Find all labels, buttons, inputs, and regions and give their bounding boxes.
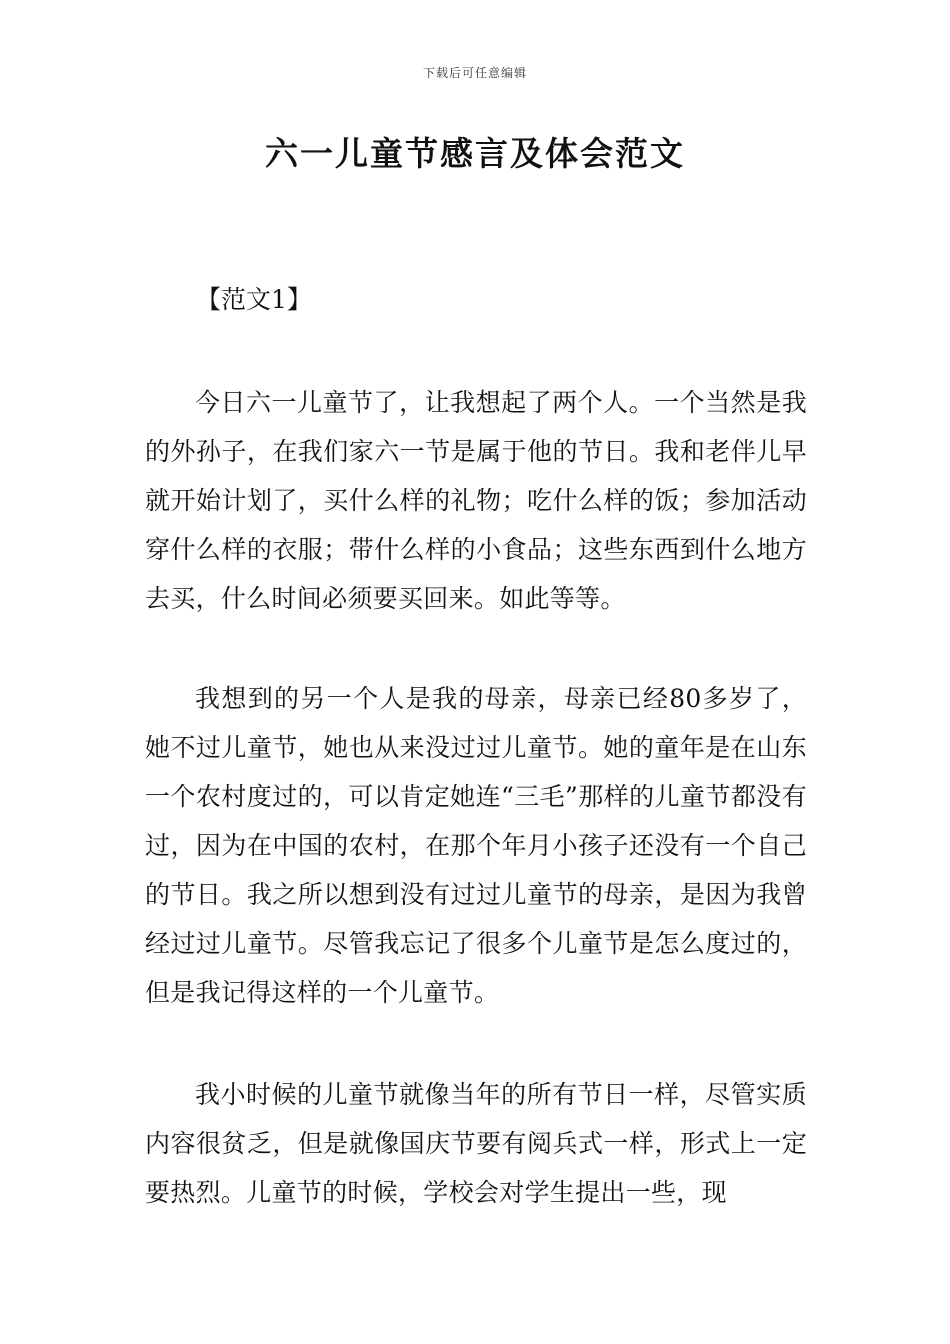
header-note: 下载后可任意编辑: [422, 66, 527, 80]
document-title: 六一儿童节感言及体会范文: [265, 134, 685, 173]
section-label: 【范文1】: [196, 285, 312, 314]
body-paragraph: 我想到的另一个人是我的母亲，母亲已经80多岁了，她不过儿童节，她也从来没过过儿童节。她的童年是在山东一个农村度过的，可以肯定她连“三毛”那样的儿童节都没有过，因为在中国的农村，在那个年月小孩子还没有一个自己的节日。我之所以想到没有过过儿童节的母亲，是因为我曾经过过儿童节。尽管我忘记了很多个儿童节是怎么度过的，但是我记得这样的一个儿童节。: [145, 684, 807, 1007]
body-paragraph: 今日六一儿童节了，让我想起了两个人。一个当然是我的外孙子，在我们家六一节是属于他的节日。我和老伴儿早就开始计划了，买什么样的礼物；吃什么样的饭；参加活动穿什么样的衣服；带什么样的小食品；这些东西到什么地方去买，什么时间必须要买回来。如此等等。: [145, 388, 807, 613]
body-paragraph: 我小时候的儿童节就像当年的所有节日一样，尽管实质内容很贫乏，但是就像国庆节要有阅兵式一样，形式上一定要热烈。儿童节的时候，学校会对学生提出一些，现: [145, 1080, 807, 1207]
